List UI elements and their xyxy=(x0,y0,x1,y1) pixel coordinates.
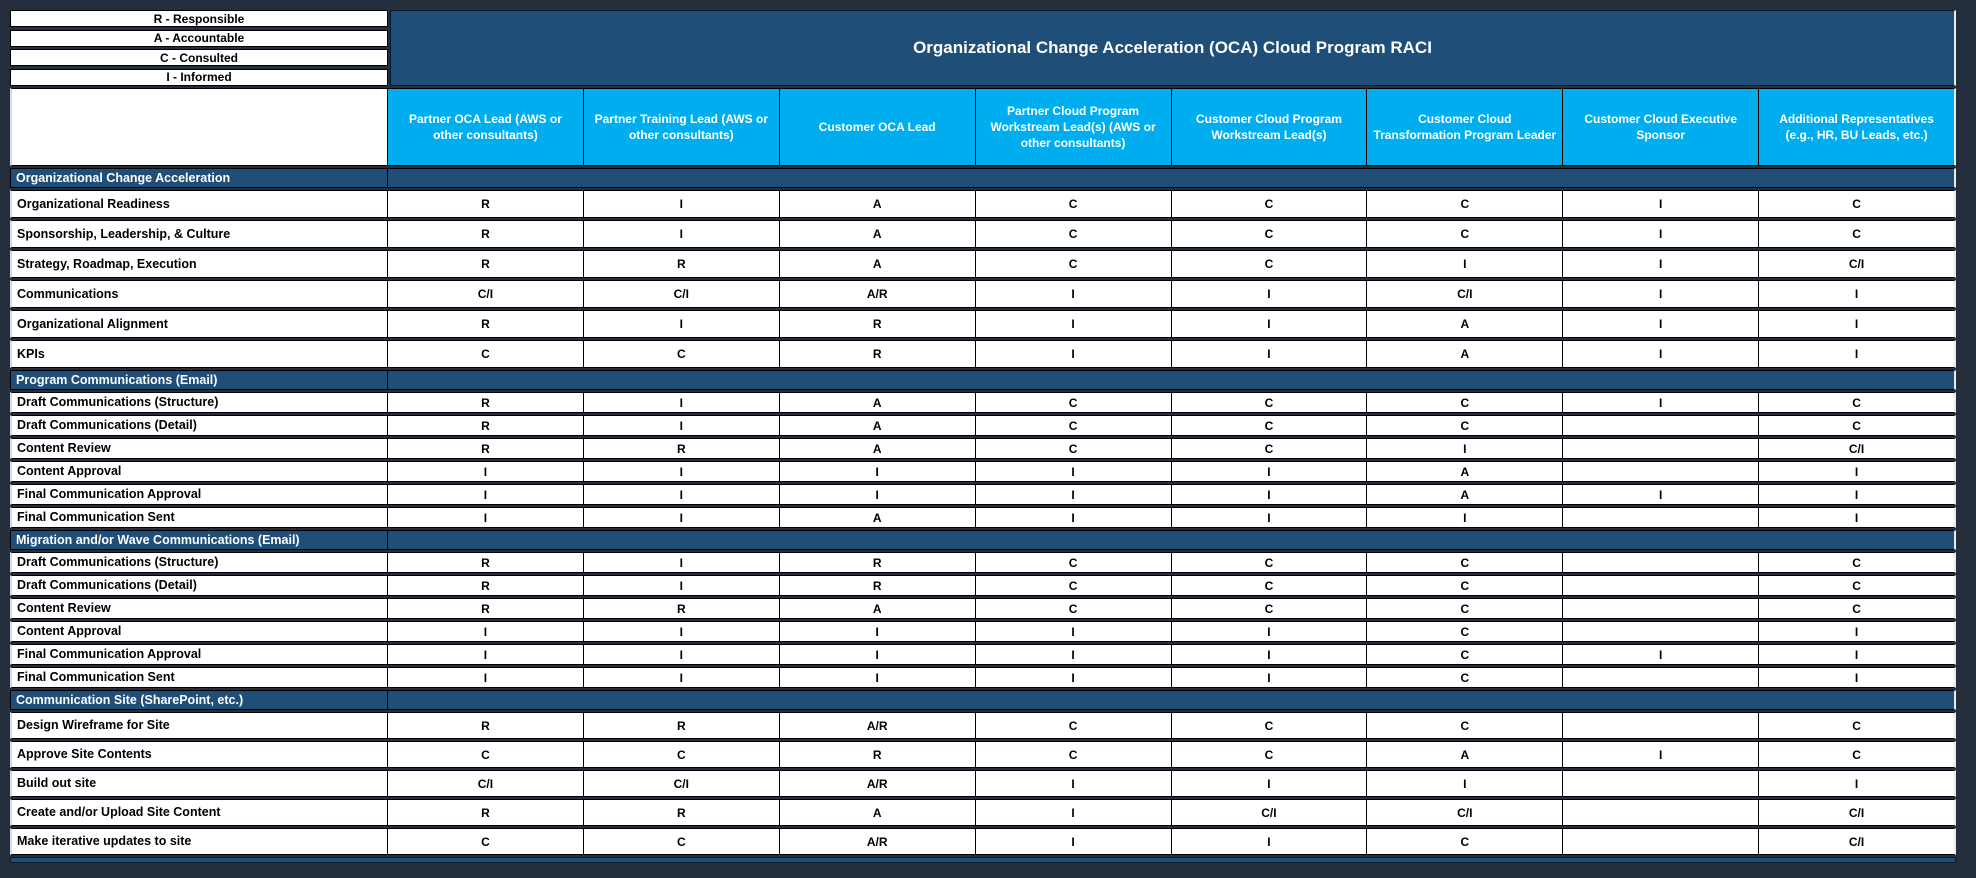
task-label: Make iterative updates to site xyxy=(10,828,388,855)
raci-cell xyxy=(1562,712,1759,739)
raci-cell: I xyxy=(1366,438,1563,459)
task-row xyxy=(10,770,1956,797)
task-row xyxy=(10,621,1956,642)
raci-cell: I xyxy=(1171,621,1368,642)
raci-cell: C/I xyxy=(1171,799,1368,826)
task-label: Final Communication Approval xyxy=(10,484,388,505)
raci-cell: I xyxy=(975,340,1172,368)
task-row xyxy=(10,392,1956,413)
raci-cell: I xyxy=(1758,621,1956,642)
task-row xyxy=(10,712,1956,739)
raci-cell: C xyxy=(1758,415,1956,436)
task-label: Organizational Alignment xyxy=(10,310,388,338)
raci-cell: I xyxy=(1562,741,1759,768)
raci-cell: C/I xyxy=(1758,438,1956,459)
raci-cell: I xyxy=(975,667,1172,688)
raci-cell: R xyxy=(387,712,584,739)
task-row xyxy=(10,310,1956,338)
raci-cell: C xyxy=(975,552,1172,573)
raci-cell: I xyxy=(1758,461,1956,482)
raci-cell: A xyxy=(779,392,976,413)
raci-cell: I xyxy=(1171,310,1368,338)
raci-cell: A xyxy=(779,507,976,528)
raci-cell: I xyxy=(975,828,1172,855)
raci-cell: R xyxy=(387,438,584,459)
raci-cell xyxy=(1562,828,1759,855)
raci-cell xyxy=(1562,598,1759,619)
raci-cell: A xyxy=(779,799,976,826)
raci-cell: I xyxy=(1366,507,1563,528)
column-header: Partner OCA Lead (AWS or other consultants) xyxy=(387,88,584,166)
raci-cell: A xyxy=(779,220,976,248)
task-row xyxy=(10,190,1956,218)
raci-cell: A/R xyxy=(779,280,976,308)
raci-cell: I xyxy=(1758,507,1956,528)
raci-cell: I xyxy=(387,484,584,505)
task-row xyxy=(10,799,1956,826)
raci-cell: C xyxy=(1366,667,1563,688)
raci-cell: A/R xyxy=(779,770,976,797)
raci-cell: I xyxy=(779,644,976,665)
task-label: Communications xyxy=(10,280,388,308)
raci-cell: I xyxy=(1758,644,1956,665)
raci-cell: I xyxy=(583,507,780,528)
raci-cell: I xyxy=(583,575,780,596)
section-header-row xyxy=(10,370,1956,390)
task-label: Content Approval xyxy=(10,621,388,642)
raci-cell: R xyxy=(387,190,584,218)
raci-cell: C/I xyxy=(387,770,584,797)
raci-cell: A xyxy=(779,190,976,218)
column-header: Partner Training Lead (AWS or other consultants) xyxy=(583,88,780,166)
raci-cell: C xyxy=(583,741,780,768)
raci-cell: C xyxy=(1758,712,1956,739)
raci-cell: I xyxy=(1171,461,1368,482)
task-label: Build out site xyxy=(10,770,388,797)
raci-cell: C xyxy=(975,415,1172,436)
raci-cell xyxy=(1562,770,1759,797)
raci-cell: R xyxy=(387,220,584,248)
raci-cell: R xyxy=(387,552,584,573)
raci-cell: C/I xyxy=(1366,280,1563,308)
raci-cell: C xyxy=(1758,392,1956,413)
raci-cell: I xyxy=(387,461,584,482)
raci-cell: C xyxy=(975,438,1172,459)
task-row xyxy=(10,598,1956,619)
legend-item: A - Accountable xyxy=(10,30,388,47)
raci-cell: I xyxy=(1171,667,1368,688)
raci-cell: R xyxy=(779,310,976,338)
raci-cell: I xyxy=(583,220,780,248)
task-row xyxy=(10,250,1956,278)
raci-cell: R xyxy=(583,712,780,739)
column-header: Customer Cloud Transformation Program Leader xyxy=(1366,88,1563,166)
top-band xyxy=(10,10,1956,86)
raci-cell: C xyxy=(1366,392,1563,413)
raci-cell: I xyxy=(583,621,780,642)
raci-cell: C xyxy=(975,392,1172,413)
raci-cell: C xyxy=(1171,415,1368,436)
raci-cell xyxy=(1562,415,1759,436)
raci-cell: I xyxy=(1758,667,1956,688)
raci-cell: I xyxy=(387,507,584,528)
raci-cell: I xyxy=(975,507,1172,528)
raci-cell: I xyxy=(583,190,780,218)
raci-cell: C xyxy=(1171,598,1368,619)
raci-cell: C xyxy=(387,828,584,855)
raci-cell: I xyxy=(1562,250,1759,278)
raci-cell: C xyxy=(1171,552,1368,573)
task-label: KPIs xyxy=(10,340,388,368)
raci-cell: C xyxy=(1366,190,1563,218)
raci-cell: R xyxy=(583,438,780,459)
raci-cell: C xyxy=(1171,250,1368,278)
raci-cell: C xyxy=(1366,598,1563,619)
task-label: Strategy, Roadmap, Execution xyxy=(10,250,388,278)
raci-cell: I xyxy=(1562,310,1759,338)
task-row xyxy=(10,438,1956,459)
raci-cell: A xyxy=(1366,461,1563,482)
section-header-row xyxy=(10,530,1956,550)
raci-cell: I xyxy=(779,484,976,505)
raci-cell: I xyxy=(387,644,584,665)
task-row xyxy=(10,741,1956,768)
raci-cell: I xyxy=(1562,644,1759,665)
raci-cell: A xyxy=(1366,484,1563,505)
legend-item: I - Informed xyxy=(10,69,388,86)
task-label: Content Review xyxy=(10,598,388,619)
task-label: Final Communication Approval xyxy=(10,644,388,665)
raci-cell: I xyxy=(1171,770,1368,797)
raci-cell: R xyxy=(779,552,976,573)
raci-cell: I xyxy=(779,621,976,642)
raci-cell: I xyxy=(1366,770,1563,797)
task-label: Approve Site Contents xyxy=(10,741,388,768)
raci-cell: C xyxy=(975,575,1172,596)
section-header-row xyxy=(10,690,1956,710)
raci-cell: I xyxy=(1171,644,1368,665)
raci-cell: I xyxy=(1171,484,1368,505)
raci-cell: C xyxy=(387,340,584,368)
raci-cell: C xyxy=(1366,220,1563,248)
raci-cell: I xyxy=(387,621,584,642)
raci-cell: C xyxy=(1758,741,1956,768)
table-title: Organizational Change Acceleration (OCA) Cloud Program RACI xyxy=(390,10,1956,86)
raci-cell: I xyxy=(583,552,780,573)
raci-cell: A xyxy=(1366,310,1563,338)
raci-cell: C xyxy=(1171,438,1368,459)
section-title: Organizational Change Acceleration xyxy=(10,168,388,188)
raci-cell: I xyxy=(1758,484,1956,505)
task-label: Organizational Readiness xyxy=(10,190,388,218)
raci-cell: I xyxy=(975,310,1172,338)
raci-cell: I xyxy=(583,484,780,505)
raci-cell: C xyxy=(975,712,1172,739)
raci-cell: C xyxy=(1171,392,1368,413)
task-label: Sponsorship, Leadership, & Culture xyxy=(10,220,388,248)
legend-item: R - Responsible xyxy=(10,10,388,27)
raci-cell: R xyxy=(387,392,584,413)
column-header: Customer Cloud Executive Sponsor xyxy=(1562,88,1759,166)
bottom-edge-bar xyxy=(10,857,1956,863)
raci-cell: C xyxy=(975,250,1172,278)
raci-cell: I xyxy=(1366,250,1563,278)
raci-cell: I xyxy=(1171,507,1368,528)
raci-cell: C xyxy=(1758,575,1956,596)
raci-cell: I xyxy=(1562,484,1759,505)
raci-cell: A xyxy=(779,415,976,436)
raci-cell xyxy=(1562,621,1759,642)
task-row xyxy=(10,575,1956,596)
raci-cell: C xyxy=(1366,415,1563,436)
raci-cell: A/R xyxy=(779,828,976,855)
section-header-fill xyxy=(387,370,1956,390)
task-row xyxy=(10,828,1956,855)
raci-cell: I xyxy=(1562,220,1759,248)
raci-cell: I xyxy=(1171,340,1368,368)
raci-cell: I xyxy=(387,667,584,688)
raci-cell: I xyxy=(583,392,780,413)
raci-cell: C xyxy=(1758,552,1956,573)
raci-cell: I xyxy=(583,310,780,338)
section-title: Migration and/or Wave Communications (Email) xyxy=(10,530,388,550)
raci-cell: I xyxy=(1758,770,1956,797)
raci-cell xyxy=(1562,575,1759,596)
task-row xyxy=(10,220,1956,248)
raci-cell: R xyxy=(779,340,976,368)
raci-cell: R xyxy=(779,575,976,596)
raci-cell: C xyxy=(1758,598,1956,619)
raci-cell xyxy=(1562,799,1759,826)
raci-cell: R xyxy=(387,575,584,596)
raci-cell: C xyxy=(1758,190,1956,218)
raci-cell: A xyxy=(779,598,976,619)
raci-cell: R xyxy=(583,598,780,619)
legend-item: C - Consulted xyxy=(10,49,388,66)
raci-cell: C xyxy=(1171,741,1368,768)
raci-cell: I xyxy=(975,621,1172,642)
raci-cell: C/I xyxy=(583,280,780,308)
raci-cell: I xyxy=(1562,392,1759,413)
task-label: Content Review xyxy=(10,438,388,459)
corner-cell xyxy=(10,88,388,166)
raci-cell xyxy=(1562,552,1759,573)
task-label: Draft Communications (Detail) xyxy=(10,575,388,596)
raci-cell: C/I xyxy=(387,280,584,308)
raci-cell: A/R xyxy=(779,712,976,739)
task-row xyxy=(10,644,1956,665)
raci-cell: C xyxy=(1171,190,1368,218)
raci-cell: C/I xyxy=(1758,828,1956,855)
task-row xyxy=(10,552,1956,573)
task-label: Final Communication Sent xyxy=(10,667,388,688)
raci-cell: C xyxy=(1366,621,1563,642)
raci-cell: R xyxy=(387,310,584,338)
raci-cell: I xyxy=(583,415,780,436)
raci-cell xyxy=(1562,667,1759,688)
task-row xyxy=(10,667,1956,688)
raci-cell: I xyxy=(975,484,1172,505)
raci-cell: I xyxy=(975,799,1172,826)
raci-cell: C xyxy=(975,598,1172,619)
raci-cell: C xyxy=(975,741,1172,768)
raci-cell: C xyxy=(1171,712,1368,739)
raci-cell: C xyxy=(387,741,584,768)
raci-cell: R xyxy=(583,250,780,278)
raci-cell: C xyxy=(1171,575,1368,596)
raci-cell: C xyxy=(583,828,780,855)
raci-cell: I xyxy=(975,461,1172,482)
task-label: Create and/or Upload Site Content xyxy=(10,799,388,826)
raci-cell: C/I xyxy=(1366,799,1563,826)
raci-cell: I xyxy=(1758,310,1956,338)
task-row xyxy=(10,415,1956,436)
raci-cell: R xyxy=(387,799,584,826)
raci-cell: C xyxy=(975,190,1172,218)
raci-cell: I xyxy=(975,770,1172,797)
raci-cell: C xyxy=(1366,644,1563,665)
task-row xyxy=(10,461,1956,482)
raci-cell: I xyxy=(583,644,780,665)
section-header-fill xyxy=(387,530,1956,550)
raci-cell: C/I xyxy=(1758,799,1956,826)
raci-cell xyxy=(1562,438,1759,459)
table-body xyxy=(10,168,1956,855)
raci-cell: C xyxy=(1366,575,1563,596)
raci-cell: I xyxy=(1758,280,1956,308)
column-header: Additional Representatives (e.g., HR, BU Leads, etc.) xyxy=(1758,88,1956,166)
raci-cell: A xyxy=(1366,741,1563,768)
raci-matrix xyxy=(10,10,1956,863)
raci-cell: A xyxy=(779,250,976,278)
raci-cell: I xyxy=(779,667,976,688)
raci-legend xyxy=(10,10,388,86)
raci-cell: R xyxy=(779,741,976,768)
raci-cell: A xyxy=(779,438,976,459)
column-header: Customer OCA Lead xyxy=(779,88,976,166)
raci-cell: C/I xyxy=(583,770,780,797)
section-header-row xyxy=(10,168,1956,188)
raci-cell: C xyxy=(1758,220,1956,248)
raci-cell: I xyxy=(1171,280,1368,308)
raci-cell: I xyxy=(1562,190,1759,218)
raci-cell: R xyxy=(583,799,780,826)
raci-cell xyxy=(1562,507,1759,528)
section-header-fill xyxy=(387,168,1956,188)
raci-cell: C xyxy=(583,340,780,368)
task-label: Draft Communications (Structure) xyxy=(10,552,388,573)
raci-cell: I xyxy=(779,461,976,482)
section-title: Program Communications (Email) xyxy=(10,370,388,390)
task-label: Final Communication Sent xyxy=(10,507,388,528)
raci-cell: C/I xyxy=(1758,250,1956,278)
raci-cell: R xyxy=(387,598,584,619)
raci-cell: I xyxy=(1562,340,1759,368)
raci-cell: C xyxy=(975,220,1172,248)
raci-cell: I xyxy=(1758,340,1956,368)
column-header-row xyxy=(10,88,1956,166)
task-row xyxy=(10,280,1956,308)
raci-cell: I xyxy=(1562,280,1759,308)
section-title: Communication Site (SharePoint, etc.) xyxy=(10,690,388,710)
task-label: Design Wireframe for Site xyxy=(10,712,388,739)
task-label: Content Approval xyxy=(10,461,388,482)
raci-cell: C xyxy=(1366,712,1563,739)
raci-cell xyxy=(1562,461,1759,482)
raci-cell: C xyxy=(1366,828,1563,855)
task-row xyxy=(10,340,1956,368)
raci-cell: C xyxy=(1366,552,1563,573)
task-row xyxy=(10,507,1956,528)
raci-cell: R xyxy=(387,415,584,436)
raci-cell: I xyxy=(975,644,1172,665)
column-header: Customer Cloud Program Workstream Lead(s) xyxy=(1171,88,1368,166)
task-label: Draft Communications (Detail) xyxy=(10,415,388,436)
raci-cell: I xyxy=(583,667,780,688)
raci-cell: I xyxy=(583,461,780,482)
raci-cell: R xyxy=(387,250,584,278)
raci-cell: I xyxy=(975,280,1172,308)
task-label: Draft Communications (Structure) xyxy=(10,392,388,413)
column-header: Partner Cloud Program Workstream Lead(s) (AWS or other consultants) xyxy=(975,88,1172,166)
raci-cell: A xyxy=(1366,340,1563,368)
section-header-fill xyxy=(387,690,1956,710)
task-row xyxy=(10,484,1956,505)
raci-cell: I xyxy=(1171,828,1368,855)
raci-cell: C xyxy=(1171,220,1368,248)
